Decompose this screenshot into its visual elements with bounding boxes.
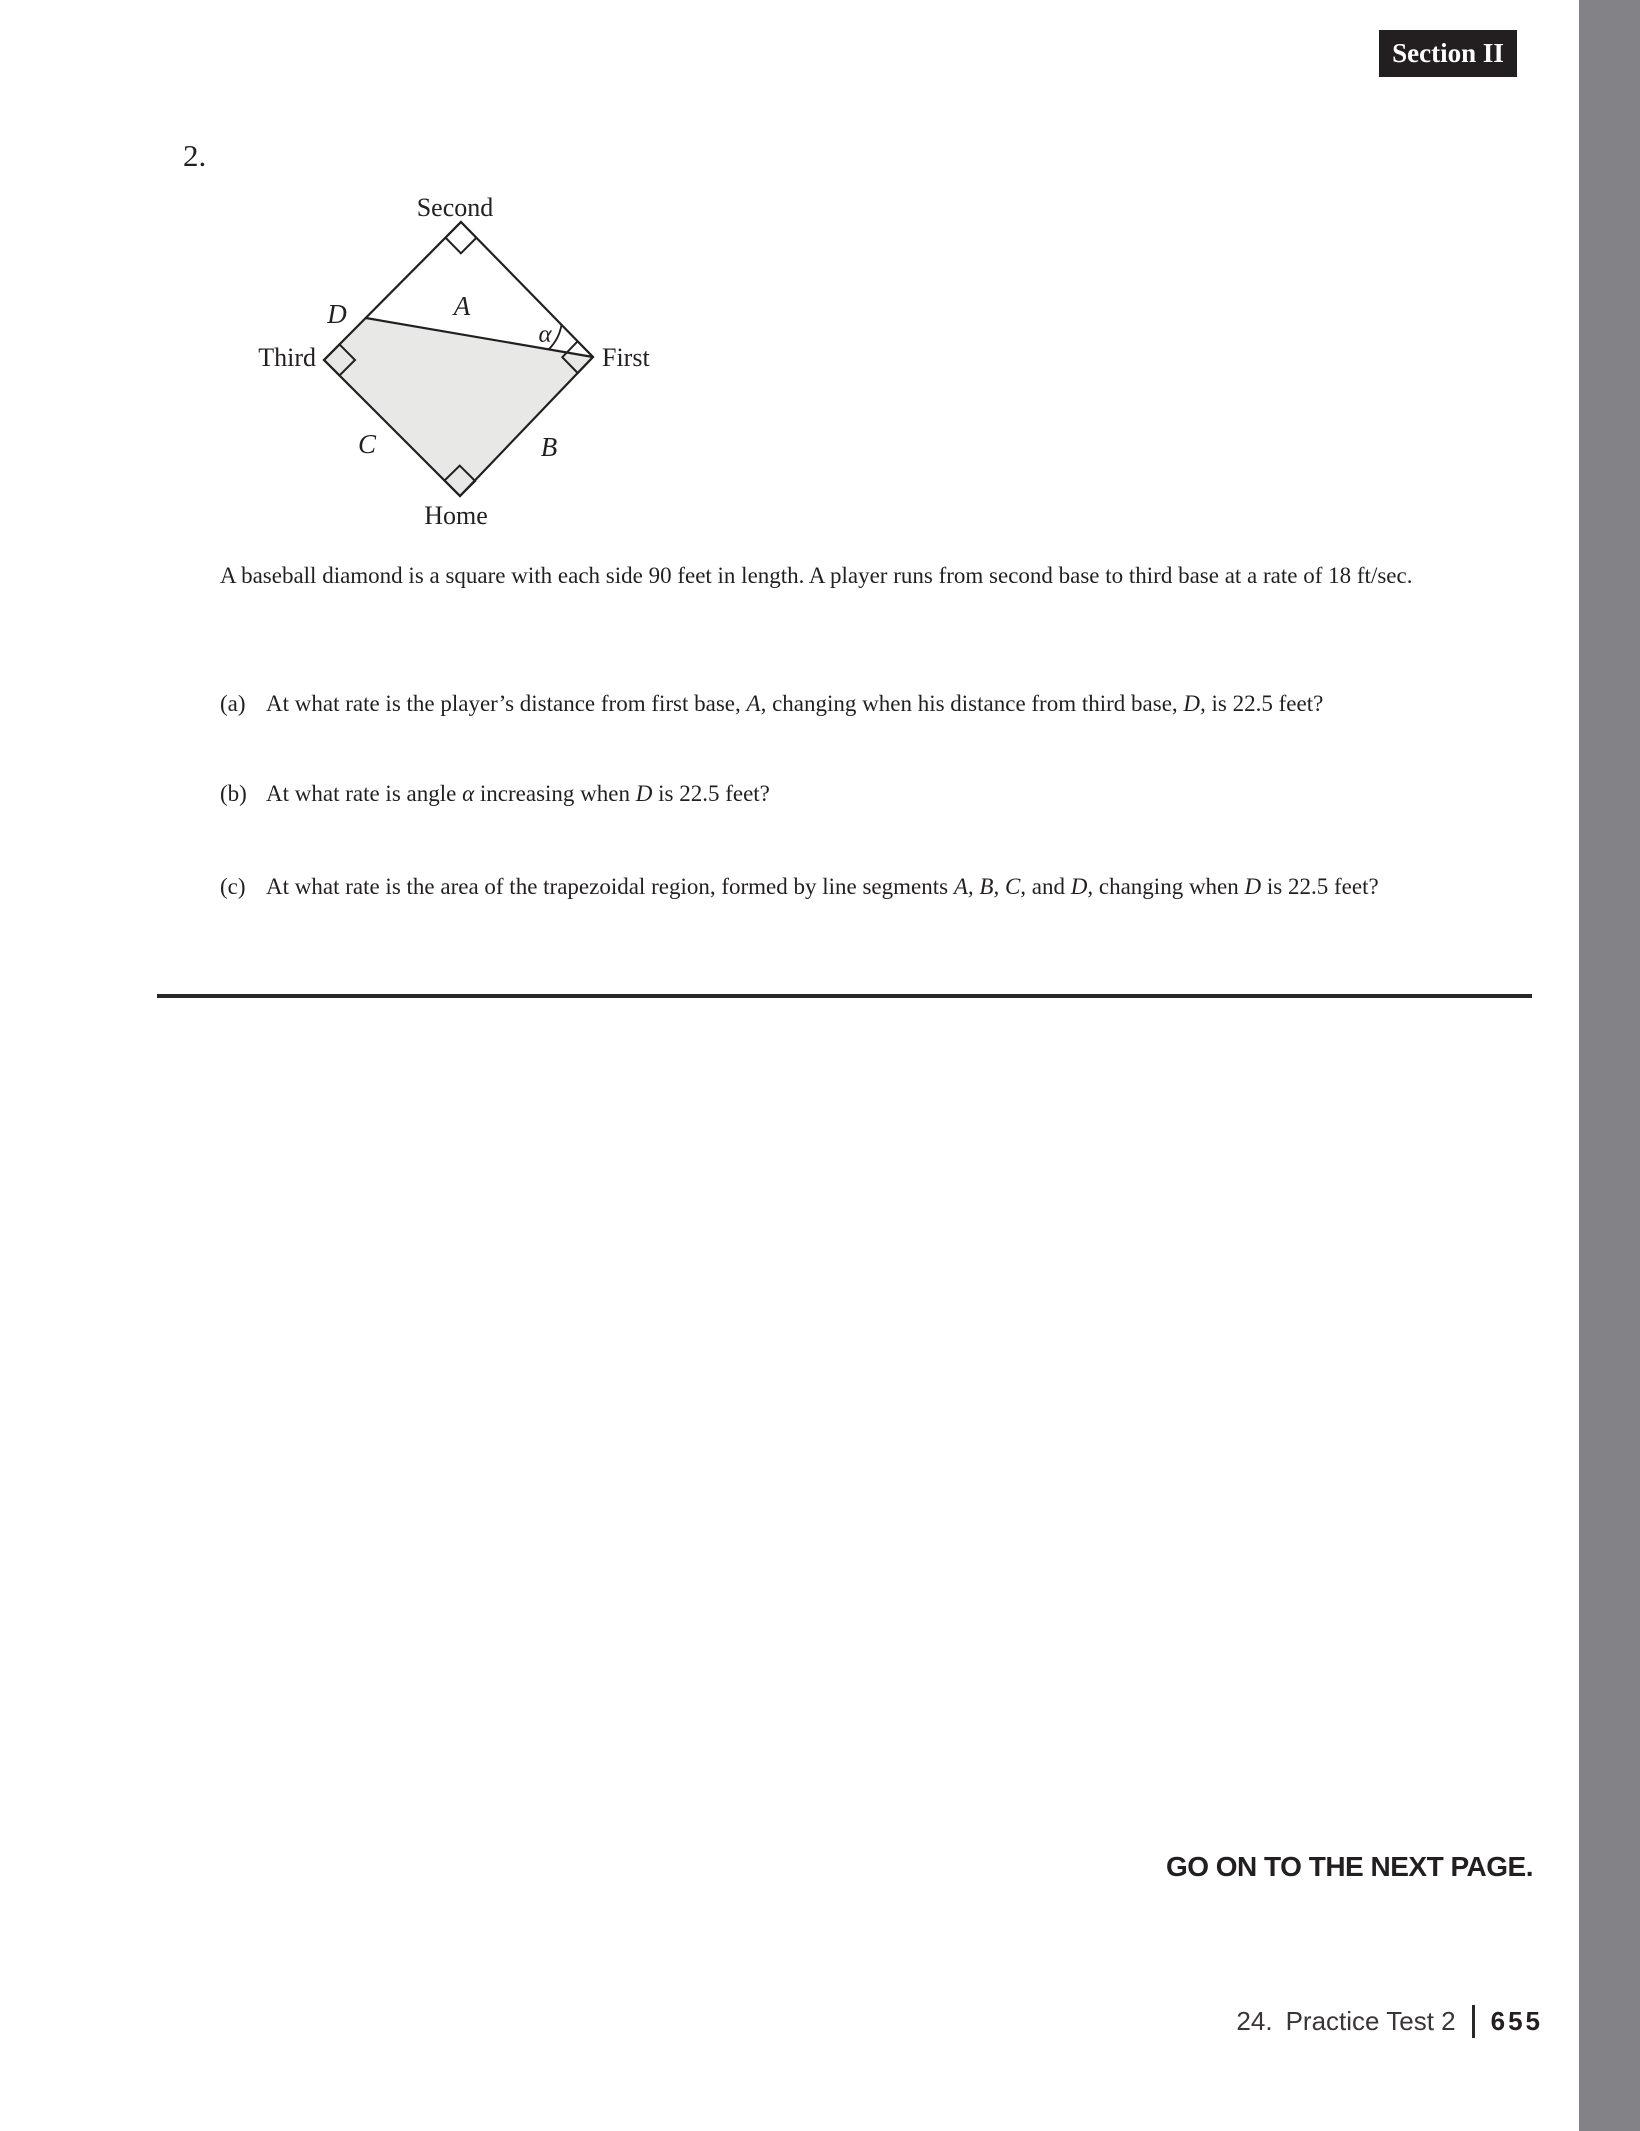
question-c-vars-abc: A, B, C, bbox=[953, 874, 1027, 899]
question-a-label: (a) bbox=[220, 691, 246, 716]
label-home-base: Home bbox=[424, 501, 488, 530]
go-on-instruction: GO ON TO THE NEXT PAGE. bbox=[1165, 1851, 1533, 1882]
question-b bbox=[220, 780, 770, 808]
question-b-var-d: D bbox=[635, 781, 653, 806]
label-third-base: Third bbox=[258, 343, 316, 372]
question-c-text-segment: At what rate is the area of the trapezoidal region, formed by line segments bbox=[266, 874, 954, 899]
question-b-text-segment: increasing when bbox=[474, 781, 636, 806]
question-a-var-a: A, bbox=[746, 691, 767, 716]
question-b-label: (b) bbox=[220, 781, 247, 806]
label-angle-alpha: α bbox=[538, 321, 552, 348]
label-segment-b: B bbox=[540, 432, 558, 462]
page-edge-bar bbox=[1579, 0, 1640, 2131]
section-badge bbox=[1379, 30, 1517, 77]
question-b-text-segment: is 22.5 feet? bbox=[652, 781, 770, 806]
right-angle-marker-second bbox=[446, 222, 477, 253]
label-segment-c: C bbox=[357, 429, 377, 459]
question-a-text-segment: changing when his distance from third base, bbox=[766, 691, 1184, 716]
baseball-diamond-figure bbox=[240, 190, 680, 535]
question-c-label: (c) bbox=[220, 874, 246, 899]
page-number: 655 bbox=[1490, 2005, 1543, 2036]
section-divider-rule bbox=[157, 994, 1532, 998]
question-c-var-d: D, bbox=[1070, 874, 1094, 899]
label-second-base: Second bbox=[416, 193, 494, 222]
label-segment-a: A bbox=[453, 291, 471, 321]
question-c-text-segment: and bbox=[1026, 874, 1071, 899]
question-a-text-segment: is 22.5 feet? bbox=[1205, 691, 1324, 716]
question-b-text-segment: At what rate is angle bbox=[266, 781, 463, 806]
question-a bbox=[220, 690, 1323, 718]
question-c-text-segment: changing when bbox=[1093, 874, 1245, 899]
footer-divider bbox=[1472, 2005, 1475, 2038]
question-c bbox=[220, 873, 1379, 901]
question-a-text-segment: At what rate is the player’s distance from first base, bbox=[266, 691, 747, 716]
chapter-title: Practice Test 2 bbox=[1285, 2005, 1456, 2036]
section-badge-label: Section II bbox=[1392, 38, 1504, 68]
chapter-number: 24. bbox=[1236, 2005, 1273, 2036]
problem-number: 2. bbox=[183, 138, 207, 173]
question-c-var-d: D bbox=[1244, 874, 1262, 899]
question-a-var-d: D, bbox=[1183, 691, 1206, 716]
page-footer bbox=[1236, 2004, 1543, 2038]
problem-statement: A baseball diamond is a square with each side 90 feet in length. A player runs from second base to third base at a rate of 18 ft/sec. bbox=[220, 563, 1413, 588]
question-b-var-alpha: α bbox=[462, 781, 475, 806]
label-segment-d: D bbox=[327, 299, 347, 329]
label-first-base: First bbox=[602, 343, 650, 372]
question-c-text-segment: is 22.5 feet? bbox=[1261, 874, 1379, 899]
